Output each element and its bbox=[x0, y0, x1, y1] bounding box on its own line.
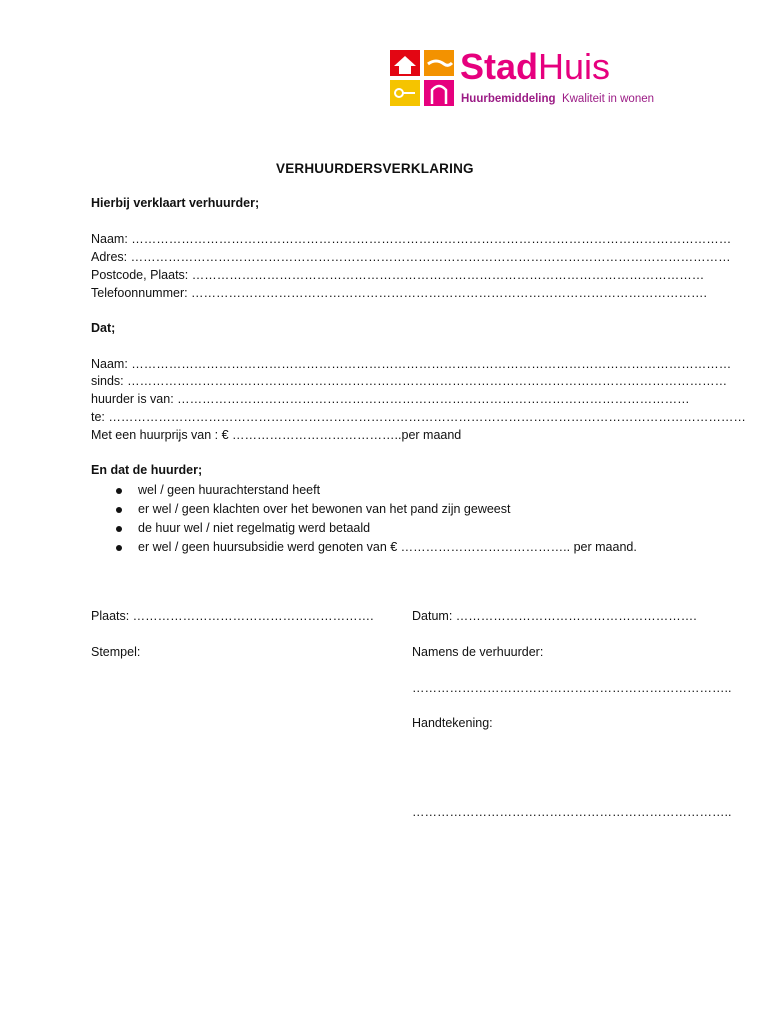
landlord-name-field: Naam: ……………………………………………………………………………………………………………………………… bbox=[91, 232, 732, 246]
logo-mark-icon bbox=[390, 48, 456, 108]
list-item bbox=[113, 519, 637, 538]
list-item-text: er wel / geen huursubsidie werd genoten van € ………………………………….. per maand. bbox=[138, 540, 637, 554]
list-item bbox=[113, 481, 637, 500]
brand-secondary: Huis bbox=[538, 46, 611, 87]
list-item-text: de huur wel / niet regelmatig werd betaald bbox=[138, 521, 371, 535]
tenant-name-field: Naam: ……………………………………………………………………………………………………………………………… bbox=[91, 357, 732, 371]
on-behalf-label: Namens de verhuurder: bbox=[412, 645, 544, 659]
brand-name bbox=[460, 46, 610, 88]
tenant-heading: En dat de huurder; bbox=[91, 463, 203, 477]
list-item bbox=[113, 538, 637, 557]
on-behalf-line: ………………………………………………………………….. bbox=[412, 681, 732, 695]
bullet-icon bbox=[116, 545, 122, 551]
landlord-postcode-field: Postcode, Plaats: …………………………………………………………………………………………………………… bbox=[91, 268, 705, 282]
brand-tagline bbox=[461, 93, 654, 105]
signature-label: Handtekening: bbox=[412, 716, 493, 730]
stamp-label: Stempel: bbox=[91, 645, 141, 659]
list-item-text: er wel / geen klachten over het bewonen van het pand zijn geweest bbox=[138, 502, 511, 516]
stadhuis-logo bbox=[390, 48, 680, 110]
intro-heading: Hierbij verklaart verhuurder; bbox=[91, 196, 260, 210]
statement-list bbox=[113, 481, 637, 557]
tenant-tenant-of-field: huurder is van: …………………………………………………………………………………………………………… bbox=[91, 392, 690, 406]
bullet-icon bbox=[116, 507, 122, 513]
tenant-since-field: sinds: ……………………………………………………………………………………………………………………………… bbox=[91, 374, 728, 388]
tagline-rest: Kwaliteit in wonen bbox=[561, 93, 655, 105]
landlord-phone-field: Telefoonnummer: ……………………………………………………………………………………………………………. bbox=[91, 286, 708, 300]
dat-heading: Dat; bbox=[91, 321, 116, 335]
bullet-icon bbox=[116, 488, 122, 494]
landlord-address-field: Adres: ……………………………………………………………………………………………………………………………… bbox=[91, 250, 731, 264]
tenant-location-field: te: ……………………………………………………………………………………………………………………………………… bbox=[91, 410, 746, 424]
tagline-bold: Huurbemiddeling bbox=[461, 93, 556, 105]
rent-price-field: Met een huurprijs van : € …………………………………..per maand bbox=[91, 428, 462, 442]
signature-line: ………………………………………………………………….. bbox=[412, 805, 732, 819]
bullet-icon bbox=[116, 526, 122, 532]
list-item bbox=[113, 500, 637, 519]
date-field: Datum: …………………………………………………. bbox=[412, 609, 697, 623]
place-field: Plaats: …………………………………………………. bbox=[91, 609, 374, 623]
brand-primary: Stad bbox=[460, 46, 539, 87]
list-item-text: wel / geen huurachterstand heeft bbox=[138, 483, 321, 497]
document-title: VERHUURDERSVERKLARING bbox=[276, 161, 474, 176]
